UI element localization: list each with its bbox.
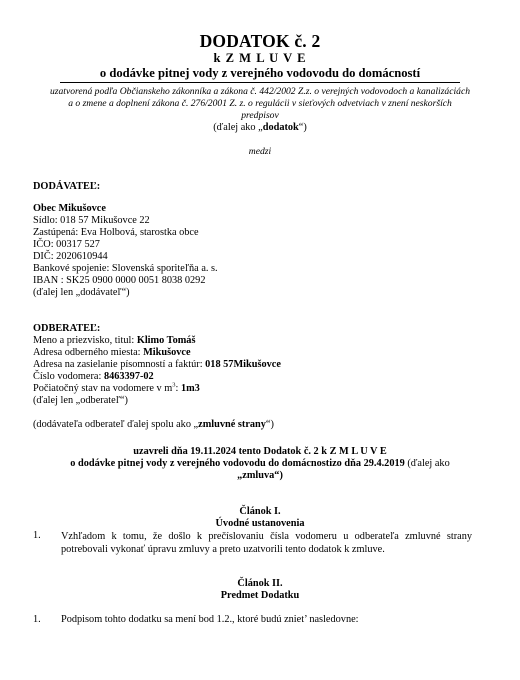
legal-basis-line-2: a o zmene a doplnení zákona č. 276/2001 Z. z. o regulácii v sieťových odvetviach v znení neskorších xyxy=(68,98,452,109)
alias-bold: dodatok xyxy=(262,122,299,133)
document-title: DODATOK č. 2 xyxy=(199,31,321,51)
article-2-subtitle: Predmet Dodatku xyxy=(220,590,300,601)
article-1-item-number: 1. xyxy=(33,530,41,541)
concluded-line-1: uzavreli dňa 19.11.2024 tento Dodatok č. 2 k Z M L U V E xyxy=(133,446,387,457)
customer-state-value: 1m3 xyxy=(180,383,200,394)
legal-basis-line-3: predpisov xyxy=(241,110,279,121)
customer-meter-line xyxy=(33,371,154,382)
customer-meter-label: Číslo vodomera: xyxy=(33,371,104,382)
between-label: medzi xyxy=(248,146,272,157)
article-2-title: Článok II. xyxy=(237,578,283,589)
article-1-item-text: Vzhľadom k tomu, že došlo k prečíslovaniu čísla vodomeru u odberateľa zmluvné strany potrebovali vykonať úpravu zmluvy a preto uzatvorili tento dodatok k zmluve. xyxy=(61,531,472,556)
supplier-name: Obec Mikušovce xyxy=(33,203,106,214)
supplier-ico: IČO: 00317 527 xyxy=(33,239,100,250)
customer-place-value: Mikušovce xyxy=(143,347,191,358)
supplier-representative: Zastúpená: Eva Holbová, starostka obce xyxy=(33,227,199,238)
supplier-alias: (ďalej len „dodávateľ“) xyxy=(33,287,130,298)
alias-prefix: (ďalej ako „ xyxy=(213,122,263,133)
supplier-iban: IBAN : SK25 0900 0000 0051 8038 0292 xyxy=(33,275,206,286)
customer-alias: (ďalej len „odberateľ“) xyxy=(33,395,128,406)
supplier-seat: Sídlo: 018 57 Mikušovce 22 xyxy=(33,215,150,226)
article-1-subtitle: Úvodné ustanovenia xyxy=(215,518,305,529)
article-1-title: Článok I. xyxy=(239,506,281,517)
customer-state-line xyxy=(33,383,200,394)
customer-name-value: Klimo Tomáš xyxy=(136,335,196,346)
document-subtitle-contract: k Z M L U V E xyxy=(213,51,307,65)
supplier-dic: DIČ: 2020610944 xyxy=(33,251,108,262)
concluded-line-3: „zmluva“) xyxy=(237,470,283,481)
parties-bold: zmluvné strany xyxy=(198,419,266,430)
customer-heading: ODBERATEĽ: xyxy=(33,323,101,334)
customer-place-label: Adresa odberného miesta: xyxy=(33,347,144,358)
document-alias xyxy=(0,122,520,133)
customer-place-line xyxy=(33,347,191,358)
customer-name-label: Meno a priezvisko, titul: xyxy=(33,335,137,346)
parties-suffix: “) xyxy=(265,419,274,430)
article-2-item-text: Podpisom tohto dodatku sa mení bod 1.2., ktoré budú zniet’ nasledovne: xyxy=(61,614,359,625)
alias-suffix: “) xyxy=(298,122,307,133)
customer-state-sep: : xyxy=(175,383,181,394)
supplier-bank: Bankové spojenie: Slovenská sporiteľňa a. s. xyxy=(33,263,218,274)
customer-mail-value: 018 57Mikušovce xyxy=(205,359,281,370)
parties-alias xyxy=(33,419,274,430)
customer-mail-line xyxy=(33,359,281,370)
customer-meter-value: 8463397-02 xyxy=(103,371,154,382)
parties-prefix: (dodávateľa odberateľ ďalej spolu ako „ xyxy=(33,419,199,430)
customer-name-line xyxy=(33,335,195,346)
concluded-line-2-bold: o dodávke pitnej vody z verejného vodovodu do domácnostizo dňa 29.4.2019 xyxy=(70,458,405,469)
article-2-item-number: 1. xyxy=(33,614,41,625)
customer-state-sup: 3 xyxy=(172,381,176,389)
document-subtitle-subject: o dodávke pitnej vody z verejného vodovodu do domácností xyxy=(99,66,421,80)
supplier-heading: DODÁVATEĽ: xyxy=(33,181,101,192)
title-divider xyxy=(60,82,460,83)
concluded-line-2 xyxy=(0,458,520,469)
concluded-line-2-tail: (ďalej ako xyxy=(404,458,450,469)
legal-basis-line-1: uzatvorená podľa Občianskeho zákonníka a zákona č. 442/2002 Z.z. o verejných vodovodoch a kanalizáciách xyxy=(49,86,471,97)
customer-mail-label: Adresa na zasielanie písomností a faktúr: xyxy=(33,359,206,370)
customer-state-label: Počiatočný stav na vodomere v m xyxy=(33,383,173,394)
